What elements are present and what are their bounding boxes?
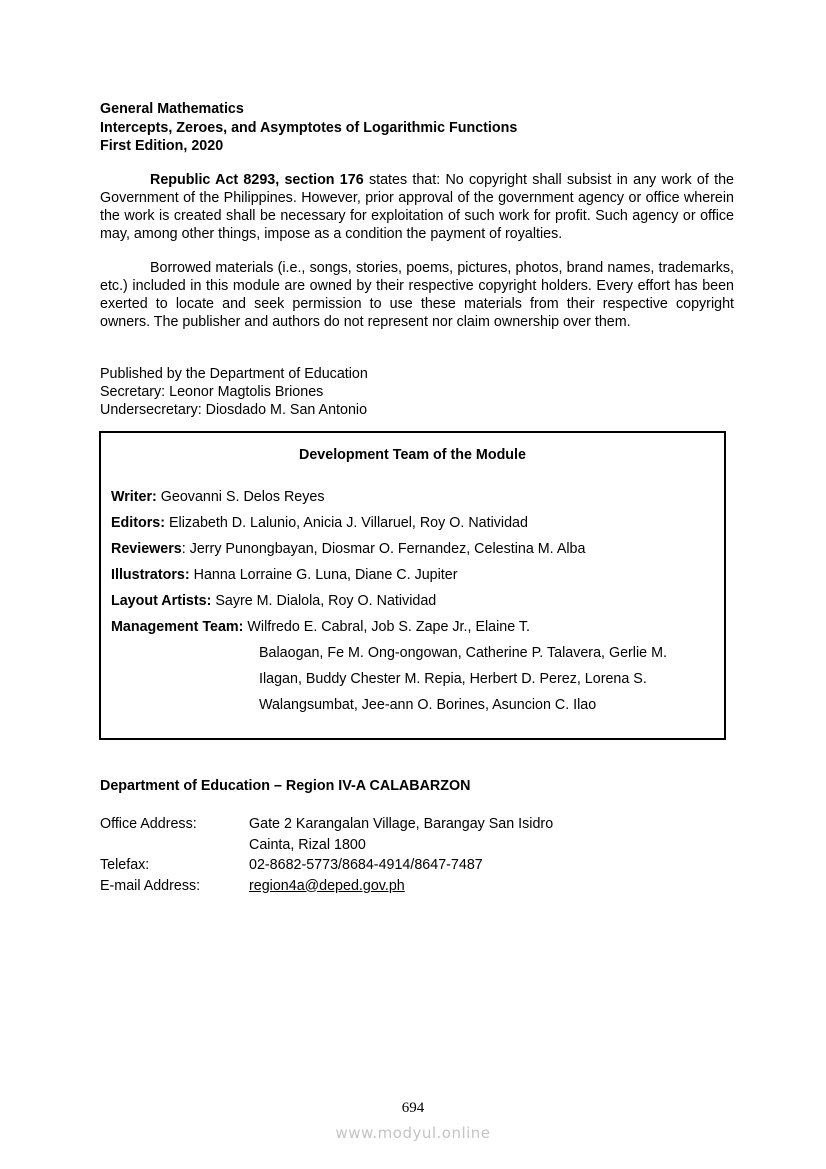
undersecretary: Undersecretary: Diosdado M. San Antonio	[100, 402, 368, 418]
subject-title: General Mathematics	[100, 101, 244, 117]
edition-label: First Edition, 2020	[100, 138, 224, 154]
editors-names: Elizabeth D. Lalunio, Anicia J. Villaruel, Roy O. Natividad	[165, 515, 528, 531]
office-address-label: Office Address:	[100, 816, 197, 832]
layout-artists-names: Sayre M. Dialola, Roy O. Natividad	[211, 593, 437, 609]
publisher-info	[100, 365, 368, 419]
telefax-number: 02-8682-5773/8684-4914/8647-7487	[249, 857, 483, 873]
page-number: 694	[401, 1100, 425, 1116]
writer-row	[111, 484, 711, 510]
writer-names: Geovanni S. Delos Reyes	[156, 489, 325, 505]
reviewers-names: : Jerry Punongbayan, Diosmar O. Fernandez, Celestina M. Alba	[181, 541, 586, 557]
management-team-label: Management Team:	[111, 619, 244, 635]
email-link[interactable]: region4a@deped.gov.ph	[249, 877, 405, 894]
illustrators-label: Illustrators:	[111, 567, 190, 583]
borrowed-materials-paragraph	[100, 259, 734, 331]
reviewers-label: Reviewers	[111, 541, 182, 557]
email-label: E-mail Address:	[100, 877, 201, 894]
team-list	[111, 484, 711, 718]
illustrators-row	[111, 562, 711, 588]
management-team-line: Balaogan, Fe M. Ong-ongowan, Catherine P. Talavera, Gerlie M.	[259, 645, 667, 661]
development-team-box	[99, 431, 726, 740]
module-title: Intercepts, Zeroes, and Asymptotes of Logarithmic Functions	[100, 119, 518, 136]
borrowed-materials-text: Borrowed materials (i.e., songs, stories, poems, pictures, photos, brand names, trademarks, etc.) included in this module are owned by their respective copyright holders. Every effort has been exerted to locate and seek permission to use these materials from their respective copyright owners. The publisher and authors do not represent nor claim ownership over them.	[100, 260, 734, 330]
editors-row	[111, 510, 711, 536]
telefax-label: Telefax:	[100, 857, 150, 873]
office-address-line1: Gate 2 Karangalan Village, Barangay San Isidro	[249, 816, 554, 832]
illustrators-names: Hanna Lorraine G. Luna, Diane C. Jupiter	[189, 567, 458, 583]
deped-region-title: Department of Education – Region IV-A CALABARZON	[100, 778, 471, 794]
secretary: Secretary: Leonor Magtolis Briones	[100, 384, 324, 400]
reviewers-row	[111, 536, 711, 562]
management-team-names: Wilfredo E. Cabral, Job S. Zape Jr., Elaine T.	[243, 619, 531, 635]
development-team-title: Development Team of the Module	[299, 447, 526, 463]
layout-artists-label: Layout Artists:	[111, 593, 212, 609]
watermark: www.modyul.online	[335, 1124, 491, 1142]
republic-act-label: Republic Act 8293, section 176	[150, 172, 364, 188]
management-team-line: Walangsumbat, Jee-ann O. Borines, Asuncion C. Ilao	[259, 697, 597, 713]
office-address-line2: Cainta, Rizal 1800	[249, 836, 366, 853]
management-team-row	[111, 614, 711, 640]
published-by: Published by the Department of Education	[100, 366, 368, 382]
layout-artists-row	[111, 588, 711, 614]
management-team-line: Ilagan, Buddy Chester M. Repia, Herbert D. Perez, Lorena S.	[259, 671, 647, 687]
module-header	[100, 100, 740, 156]
republic-act-text: states that: No copyright shall subsist in any work of the Government of the Philippines. However, prior approval of the government agency or office wherein the work is created shall be necessary for exploitation of such work for profit. Such agency or office may, among other things, impose as a condition the payment of royalties.	[100, 172, 734, 242]
writer-label: Writer:	[111, 489, 157, 505]
editors-label: Editors:	[111, 515, 166, 531]
copyright-paragraph	[100, 171, 734, 243]
